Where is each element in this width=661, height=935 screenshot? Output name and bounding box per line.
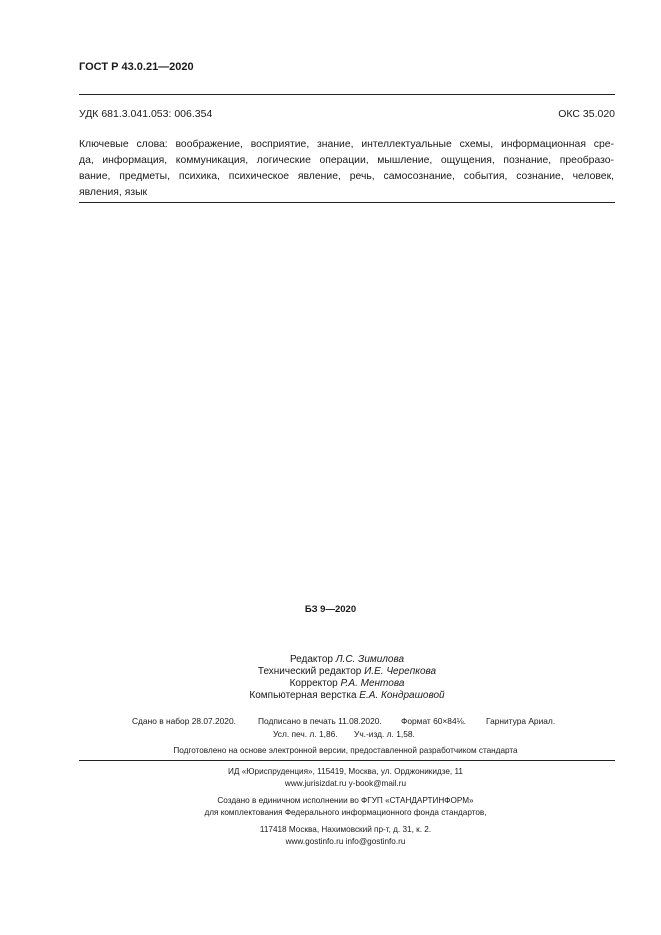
document-id: ГОСТ Р 43.0.21—2020 bbox=[79, 61, 194, 73]
creator-line: Создано в единичном исполнении во ФГУП «СТАНДАРТИНФОРМ» bbox=[217, 796, 474, 805]
publisher-contacts: www.jurisizdat.ru y-book@mail.ru bbox=[284, 779, 407, 788]
top-divider bbox=[79, 94, 615, 95]
publisher-block bbox=[0, 766, 661, 848]
keywords-block bbox=[79, 137, 614, 201]
bottom-divider bbox=[79, 760, 615, 761]
udk-code: УДК 681.3.041.053: 006.354 bbox=[79, 108, 213, 120]
publisher-address: ИД «Юриспруденция», 115419, Москва, ул. Орджоникидзе, 11 bbox=[228, 767, 463, 776]
imprint-uch: Уч.-изд. л. 1,58. bbox=[354, 729, 415, 739]
imprint-format: Формат 60×84⅛. bbox=[401, 716, 466, 726]
keywords-line: да, информация, коммуникация, логические операции, мышление, ощущения, познание, преобразо- bbox=[79, 155, 614, 166]
credit-corrector: Корректор Р.А. Ментова bbox=[289, 678, 405, 689]
oks-code: ОКС 35.020 bbox=[558, 108, 615, 120]
imprint-signed: Подписано в печать 11.08.2020. bbox=[258, 716, 382, 726]
keywords-divider bbox=[79, 202, 615, 203]
imprint-font: Гарнитура Ариал. bbox=[486, 716, 556, 726]
prepared-note: Подготовлено на основе электронной версии, предоставленной разработчиком стандарта bbox=[173, 746, 518, 755]
credit-tech-editor: Технический редактор И.Е. Черепкова bbox=[257, 666, 437, 677]
creator-address: 117418 Москва, Нахимовский пр-т, д. 31, к. 2. bbox=[259, 825, 432, 834]
keywords-line: вание, предметы, психика, психическое явление, речь, самосознание, события, сознание, человек, bbox=[79, 171, 614, 182]
creator-contacts: www.gostinfo.ru info@gostinfo.ru bbox=[285, 837, 406, 846]
imprint-sent: Сдано в набор 28.07.2020. bbox=[132, 716, 236, 726]
credit-layout: Компьютерная верстка Е.А. Кондрашовой bbox=[249, 690, 445, 701]
bz-number: БЗ 9—2020 bbox=[304, 604, 357, 615]
fund-line: для комплектования Федерального информационного фонда стандартов, bbox=[204, 808, 487, 817]
imprint-usl: Усл. печ. л. 1,86. bbox=[273, 729, 338, 739]
keywords-line: Ключевые слова: воображение, восприятие, знание, интеллектуальные схемы, информационная сре- bbox=[79, 139, 614, 150]
credits-block bbox=[0, 654, 661, 702]
credit-editor: Редактор Л.С. Зимилова bbox=[289, 654, 405, 665]
keywords-line: явления, язык bbox=[79, 187, 148, 198]
